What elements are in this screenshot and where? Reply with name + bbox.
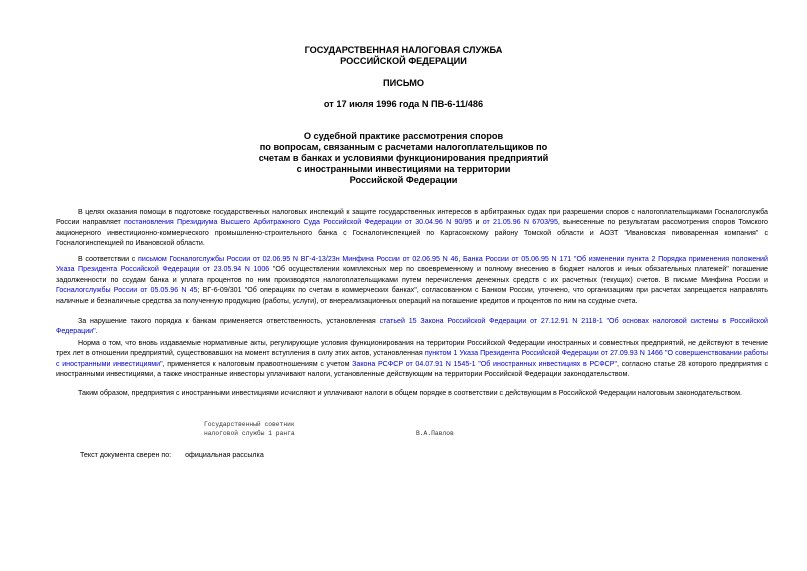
document-title-line4: с иностранными инвестициями на территории <box>296 164 511 174</box>
paragraph-text: , согласно статье 28 которого предприятия с иностранными инвестициями, а также иностранные инвесторы уплачивают налоги, установленные действующим на территории Российской Федерации законодательством. <box>56 359 768 379</box>
link-law-1545-1[interactable]: Закона РСФСР от 04.07.91 N 1545-1 "Об иностранных инвестициях в РСФСР" <box>352 359 617 368</box>
verification-label: Текст документа сверен по: <box>80 451 172 459</box>
verification-note <box>80 451 264 459</box>
document-type: ПИСЬМО <box>382 78 425 88</box>
paragraph-3 <box>56 316 768 337</box>
link-resolution-6703-95[interactable]: от 21.05.96 N 6703/95 <box>482 218 558 227</box>
document-title-line1: О судебной практике рассмотрения споров <box>303 131 504 141</box>
paragraph-text: , вынесенные по результатам рассмотрения споров Томского акционерного инвестиционно-коммерческого промышленно-строительного банка с Госналогинспекцией по Каргасокскому району Томской области и АОЗТ "Ивановская пивоваренная компания" с Госналогинспекцией по Ивановской области. <box>56 218 768 248</box>
paragraph-text: ; ВГ-6-09/301 "Об операциях по счетам в коммерческих банках", согласованном с Банком России, уточнено, что организациям при расчетах запрещается направлять наличные и безналичные средства за полученную продукцию (работы, услуги), от внереализационных операций на погашение кредитов и процентов по ним на ссудные счета. <box>56 286 768 305</box>
paragraph-text: Норма о том, что вновь издаваемые нормативные акты, регулирующие условия функционирования на территории Российской Федерации иностранных и совместных предприятий, не действуют в течение трех лет в отношении предприятий, существовавших на момент вступления в силу этих актов, установленная <box>56 339 768 358</box>
org-name-line1: ГОСУДАРСТВЕННАЯ НАЛОГОВАЯ СЛУЖБА <box>304 45 503 55</box>
link-decree-1466[interactable]: пунктом 1 Указа Президента Российской Федерации от 27.09.93 N 1466 "О совершенствовании работы с иностранными инвестициями" <box>56 349 768 368</box>
document-title-line2: по вопросам, связанным с расчетами налогоплательщиков по <box>259 142 548 152</box>
document-date-number: от 17 июля 1996 года N ПВ-6-11/486 <box>323 99 484 109</box>
paragraph-text: и <box>472 218 483 227</box>
document-title-line5: Российской Федерации <box>349 175 458 185</box>
link-resolution-90-95[interactable]: постановления Президиума Высшего Арбитражного Суда Российской Федерации от 30.04.96 N 90/95 <box>124 218 473 227</box>
link-bank-russia-171[interactable]: Банка России от 05.06.95 N 171 <box>463 255 572 263</box>
paragraph-1 <box>56 207 768 249</box>
signer-position-line1: Государственный советник <box>204 421 295 428</box>
link-minfin-46[interactable]: Минфина России от 02.06.95 N 46 <box>342 255 459 263</box>
signer-position-line2: налоговой службы 1 ранга <box>204 430 295 437</box>
paragraph-text: . <box>95 327 98 336</box>
paragraph-4 <box>56 338 768 380</box>
paragraph-text: Таким образом, предприятия с иностранными инвестициями исчисляют и уплачивают налоги в общем порядке в соответствии с действующим в Российской Федерации налоговым законодательством. <box>78 389 742 397</box>
link-letter-vg-4-13-23n[interactable]: письмом Госналогслужбы России от 02.06.95 N ВГ-4-13/23н <box>138 255 340 263</box>
link-law-2118-1-art15[interactable]: статьей 15 Закона Российской Федерации от 27.12.91 N 2118-1 "Об основах налоговой системы в Российской Федерации" <box>56 317 768 336</box>
paragraph-text: , <box>458 255 464 263</box>
paragraph-text: В соответствии с <box>78 255 139 263</box>
paragraph-text: "Об осуществлении комплексных мер по своевременному и полному внесению в бюджет налогов и иных обязательных платежей" погашение задолженности по ссудам банка и уплата процентов по ним производятся налогоплательщиками путем перечисления денежных средств с их расчетных (текущих) счетов. В письме Минфина России и <box>56 265 769 284</box>
link-gns-letter-45[interactable]: Госналогслужбы России от 05.05.96 N 45 <box>56 286 198 295</box>
paragraph-text: За нарушение такого порядка к банкам применяется ответственность, установленная <box>78 317 380 325</box>
link-decree-1006-amendment[interactable]: "Об изменении пункта 2 Порядка применения положений Указа Президента Российской Федерации от 23.05.94 N 1006 <box>56 255 768 274</box>
signer-name: В.А.Павлов <box>416 430 454 437</box>
paragraph-5 <box>56 388 768 398</box>
paragraph-text: В целях оказания помощи в подготовке государственных налоговых инспекций к защите государственных интересов в арбитражных судах при разрешении споров с налогоплательщиками Госналогслужба России направляет <box>56 208 768 227</box>
verification-source: официальная рассылка <box>185 451 264 459</box>
paragraph-2 <box>56 254 768 306</box>
document-title-line3: счетам в банках и условиями функционирования предприятий <box>258 153 549 163</box>
paragraph-text: , применяется к налоговым правоотношениям с учетом <box>162 359 353 368</box>
org-name-line2: РОССИЙСКОЙ ФЕДЕРАЦИИ <box>340 56 467 66</box>
